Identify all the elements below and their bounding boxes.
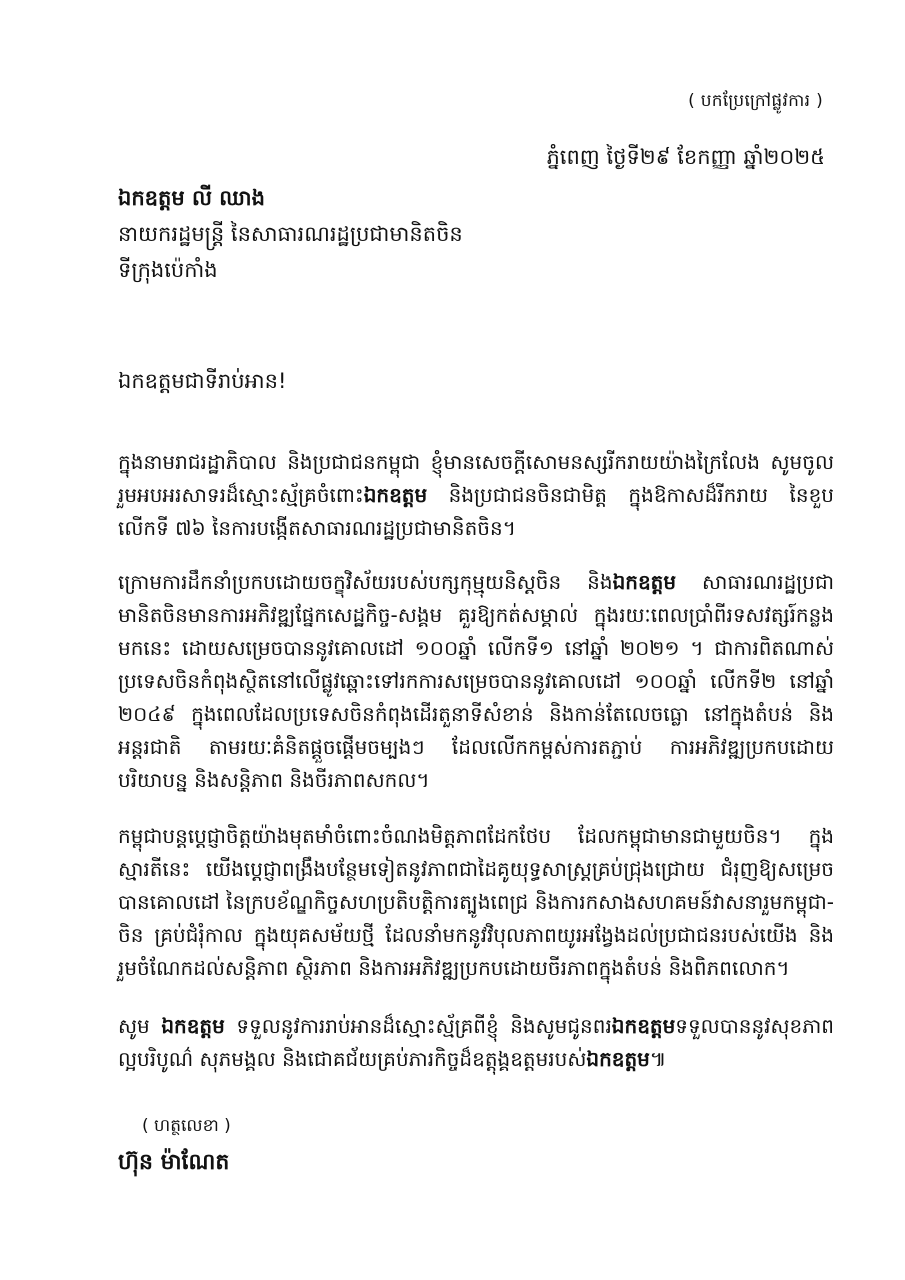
- paragraph-4-text-g: ៕: [649, 1047, 667, 1071]
- paragraph-1-text-a: ក្នុងនាមរាជរដ្ឋាភិបាល និងប្រជាជនកម្ពុជា ខ្ញុំមានសេចក្ដីសោមនស្សរីករាយយ៉ាងក្រៃលែង សូមចូលរួមអបអរសាទរដ៏ស្មោះស្ម័គ្រចំពោះ: [118, 450, 834, 507]
- paragraph-1-honorific: ឯកឧត្តម: [363, 483, 428, 507]
- recipient-city: ទីក្រុងប៉េកាំង: [118, 258, 218, 282]
- signature-note: ( ហត្ថលេខា ): [142, 1116, 231, 1136]
- date-line: ភ្នំពេញ ថ្ងៃទី២៩ ខែកញ្ញា ឆ្នាំ២០២៥: [546, 145, 825, 169]
- paragraph-2: [118, 566, 834, 797]
- paragraph-1-text-c: និងប្រជាជនចិនជាមិត្ត ក្នុងឱកាសដ៏រីករាយ នៃខួបលើកទី ៧៦ នៃការបង្កើតសាធារណរដ្ឋប្រជាមានិតចិន។: [118, 483, 834, 540]
- salutation: ឯកឧត្តមជាទីរាប់អាន!: [118, 369, 287, 393]
- paragraph-3: កម្ពុជាបន្តប្ដេជ្ញាចិត្តយ៉ាងមុតមាំចំពោះចំណងមិត្តភាពដែកថែប ដែលកម្ពុជាមានជាមួយចិន។ ក្នុងស្មារតីនេះ យើងប្តេជ្ញាពង្រឹងបន្ថែមទៀតនូវភាពជាដៃគូយុទ្ធសាស្ត្រគ្រប់ជ្រុងជ្រោយ ជំរុញឱ្យសម្រេចបានគោលដៅ នៃក្របខ័ណ្ឌកិច្ចសហប្រតិបត្តិការត្បូងពេជ្រ និងការកសាងសហគមន៍វាសនារួមកម្ពុជា-ចិន គ្រប់ជំរុំកាល ក្នុងយុគសម័យថ្មី ដែលនាំមកនូវវិបុលភាពយូរអង្វែងដល់ប្រជាជនរបស់យើង និងរួមចំណែកដល់សន្តិភាព ស្ថិរភាព និងការអភិវឌ្ឍប្រកបដោយចីរភាពក្នុងតំបន់ និងពិភពលោក។: [118, 824, 834, 980]
- paragraph-2-text-a: ក្រោមការដឹកនាំប្រកបដោយចក្ខុវិស័យរបស់បក្សកុម្មុយនិស្តចិន និង: [118, 570, 613, 594]
- paragraph-4-text-c: ទទួលនូវការរាប់អានដ៏ស្មោះស្ម័គ្រពីខ្ញុំ និងសូមជូនពរ: [224, 1014, 612, 1038]
- paragraph-2-text-c: សាធារណរដ្ឋប្រជាមានិតចិនមានការអភិវឌ្ឍផ្នែកសេដ្ឋកិច្ច-សង្គម គួរឱ្យកត់សម្គាល់ ក្នុងរយៈពេលប្រាំពីរទសវត្សរ៍កន្លងមកនេះ ដោយសម្រេចបាននូវគោលដៅ ១០០ឆ្នាំ លើកទី១ នៅឆ្នាំ ២០២១ ។ ជាការពិតណាស់ ប្រទេសចិនកំពុងស្ថិតនៅលើផ្លូវឆ្ពោះទៅរកការសម្រេចបាននូវគោលដៅ ១០០ឆ្នាំ លើកទី២ នៅឆ្នាំ ២០៤៩ ក្នុងពេលដែលប្រទេសចិនកំពុងដើរតួនាទីសំខាន់ និងកាន់តែលេចធ្លោ នៅក្នុងតំបន់ និងអន្តរជាតិ តាមរយៈគំនិតផ្តួចផ្តើមចម្បងៗ ដែលលើកកម្ពស់ការតភ្ជាប់ ការអភិវឌ្ឍប្រកបដោយបរិយាបន្ន និងសន្តិភាព និងចីរភាពសកល។: [118, 570, 834, 792]
- paragraph-4-honorific-1: ឯកឧត្តម: [161, 1014, 225, 1038]
- recipient-title: នាយករដ្ឋមន្ត្រី នៃសាធារណរដ្ឋប្រជាមានិតចិន: [118, 222, 463, 246]
- paragraph-4: [118, 1010, 834, 1076]
- paragraph-4-text-e: ទទួលបាននូវសុខភាពល្អបរិបូណ៌ សុភមង្គល និងជោគជ័យគ្រប់ភារកិច្ចដ៏ឧត្តុង្គឧត្តមរបស់: [118, 1014, 834, 1071]
- paragraph-4-honorific-3: ឯកឧត្តម: [586, 1047, 650, 1071]
- signatory-name: ហ៊ុន ម៉ាណែត: [118, 1150, 230, 1175]
- recipient-name: ឯកឧត្តម លី ឈាង: [118, 186, 265, 210]
- paragraph-4-honorific-2: ឯកឧត្តម: [611, 1014, 676, 1038]
- paragraph-4-text-a: សូម: [118, 1014, 162, 1038]
- translation-note: ( បកប្រែក្រៅផ្លូវការ ): [688, 91, 823, 111]
- paragraph-1: [118, 446, 834, 545]
- recipient-block: [118, 180, 463, 288]
- paragraph-2-honorific: ឯកឧត្តម: [612, 570, 677, 594]
